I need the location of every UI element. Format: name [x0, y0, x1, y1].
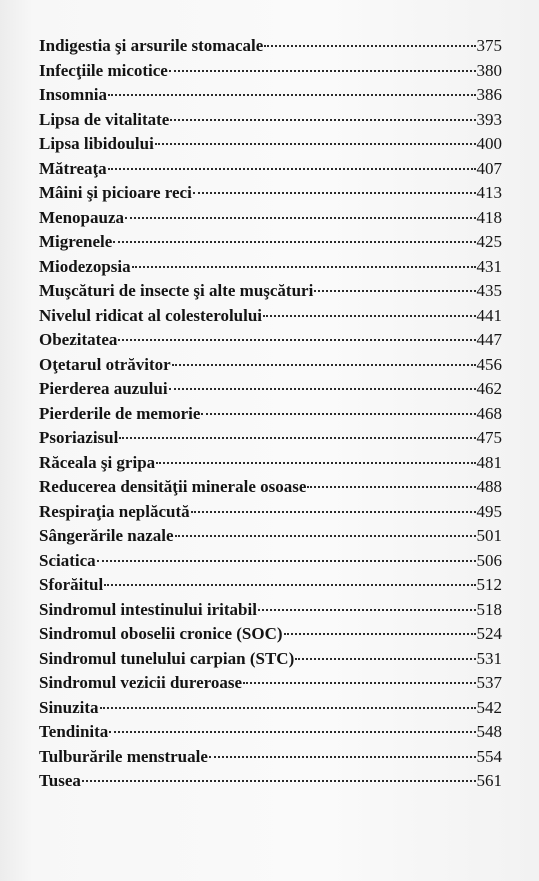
dot-leader — [193, 192, 476, 194]
toc-entry — [39, 426, 502, 451]
dot-leader — [113, 241, 475, 243]
toc-entry-page: 407 — [476, 158, 502, 178]
toc-entry — [39, 108, 502, 133]
dot-leader — [108, 94, 475, 96]
toc-entry-page: 400 — [476, 134, 502, 153]
toc-entry-page: 481 — [476, 452, 502, 472]
toc-entry-page: 418 — [476, 207, 502, 227]
toc-entry — [39, 696, 502, 721]
toc-entry — [39, 353, 502, 378]
toc-entry-page: 475 — [476, 428, 502, 447]
toc-entry-title: Lipsa de vitalitate — [39, 109, 170, 129]
dot-leader — [258, 609, 476, 611]
toc-entry — [39, 304, 502, 329]
toc-entry — [39, 549, 502, 574]
dot-leader — [172, 364, 476, 366]
dot-leader — [307, 486, 475, 488]
toc-entry — [39, 475, 502, 500]
toc-entry-title: Sindromul oboselii cronice (SOC) — [39, 624, 283, 643]
toc-entry — [39, 83, 502, 108]
dot-leader — [119, 437, 475, 439]
toc-entry-page: 386 — [476, 85, 502, 104]
toc-entry — [39, 671, 502, 696]
toc-entry-page: 537 — [476, 673, 502, 692]
dot-leader — [100, 707, 476, 709]
toc-entry-title: Sciatica — [39, 550, 96, 570]
toc-entry-title: Nivelul ridicat al colesterolului — [39, 305, 263, 325]
toc-entry-page: 431 — [476, 256, 502, 276]
dot-leader — [108, 168, 476, 170]
toc-entry-page: 495 — [476, 501, 502, 521]
toc-entry-title: Indigestia şi arsurile stomacale — [39, 36, 264, 55]
toc-entry — [39, 500, 502, 525]
toc-entry-title: Muşcături de insecte şi alte muşcături — [39, 281, 314, 300]
toc-entry-page: 435 — [476, 281, 502, 300]
toc-entry-title: Miodezopsia — [39, 256, 131, 276]
toc-entry-title: Migrenele — [39, 232, 113, 251]
dot-leader — [284, 633, 476, 635]
toc-entry — [39, 524, 502, 549]
toc-entry-title: Răceala şi gripa — [39, 452, 156, 472]
dot-leader — [243, 682, 475, 684]
toc-entry — [39, 598, 502, 623]
dot-leader — [97, 560, 476, 562]
dot-leader — [132, 266, 476, 268]
toc-entry — [39, 279, 502, 304]
toc-entry-title: Tusea — [39, 771, 81, 790]
dot-leader — [191, 511, 476, 513]
dot-leader — [170, 119, 475, 121]
toc-entry-page: 380 — [476, 60, 502, 80]
toc-entry-title: Sindromul tunelului carpian (STC) — [39, 648, 295, 668]
toc-entry — [39, 745, 502, 770]
toc-entry-title: Sforăitul — [39, 575, 104, 594]
toc-entry-title: Pierderile de memorie — [39, 403, 201, 423]
toc-entry-page: 531 — [476, 648, 502, 668]
toc-entry — [39, 451, 502, 476]
toc-entry-title: Pierderea auzului — [39, 379, 168, 398]
toc-entry-page: 561 — [476, 771, 502, 790]
dot-leader — [209, 756, 476, 758]
toc-entry-title: Tendinita — [39, 722, 109, 741]
toc-entry-page: 488 — [476, 477, 502, 496]
dot-leader — [263, 315, 475, 317]
dot-leader — [201, 413, 475, 415]
dot-leader — [169, 388, 476, 390]
table-of-contents — [39, 34, 502, 794]
dot-leader — [169, 70, 476, 72]
dot-leader — [82, 780, 476, 782]
dot-leader — [264, 45, 475, 47]
toc-entry-page: 468 — [476, 403, 502, 423]
toc-entry — [39, 59, 502, 84]
toc-entry — [39, 206, 502, 231]
toc-entry-title: Tulburările menstruale — [39, 746, 208, 766]
toc-entry — [39, 573, 502, 598]
toc-entry-page: 413 — [476, 183, 502, 202]
dot-leader — [295, 658, 475, 660]
toc-entry-title: Psoriazisul — [39, 428, 119, 447]
toc-entry-title: Mătreaţa — [39, 158, 107, 178]
toc-entry-page: 441 — [476, 305, 502, 325]
toc-entry-page: 548 — [476, 722, 502, 741]
toc-entry — [39, 328, 502, 353]
toc-entry-title: Sinuzita — [39, 697, 99, 717]
toc-entry-page: 518 — [476, 599, 502, 619]
toc-entry-title: Obezitatea — [39, 330, 118, 349]
toc-entry-page: 524 — [476, 624, 502, 643]
dot-leader — [118, 339, 475, 341]
toc-entry — [39, 34, 502, 59]
toc-entry — [39, 377, 502, 402]
toc-entry — [39, 769, 502, 794]
toc-entry-page: 501 — [476, 526, 502, 545]
toc-entry-page: 554 — [476, 746, 502, 766]
toc-entry-page: 462 — [476, 379, 502, 398]
toc-entry-page: 393 — [476, 109, 502, 129]
toc-entry — [39, 402, 502, 427]
toc-entry — [39, 230, 502, 255]
dot-leader — [125, 217, 476, 219]
toc-entry-title: Sindromul intestinului iritabil — [39, 599, 257, 619]
toc-entry-title: Infecţiile micotice — [39, 60, 168, 80]
toc-entry-title: Sindromul vezicii dureroase — [39, 673, 243, 692]
toc-entry-page: 375 — [476, 36, 502, 55]
toc-entry-title: Menopauza — [39, 207, 124, 227]
toc-entry — [39, 647, 502, 672]
toc-entry — [39, 132, 502, 157]
toc-entry-title: Lipsa libidoului — [39, 134, 154, 153]
toc-entry-title: Insomnia — [39, 85, 108, 104]
toc-entry-page: 447 — [476, 330, 502, 349]
toc-entry-page: 425 — [476, 232, 502, 251]
dot-leader — [109, 731, 475, 733]
toc-entry — [39, 720, 502, 745]
toc-entry — [39, 255, 502, 280]
toc-entry-title: Sângerările nazale — [39, 526, 174, 545]
toc-entry — [39, 622, 502, 647]
dot-leader — [155, 143, 476, 145]
toc-entry-page: 542 — [476, 697, 502, 717]
dot-leader — [156, 462, 475, 464]
toc-entry-title: Oţetarul otrăvitor — [39, 354, 171, 374]
toc-entry — [39, 181, 502, 206]
dot-leader — [314, 290, 475, 292]
toc-entry-page: 506 — [476, 550, 502, 570]
toc-entry — [39, 157, 502, 182]
toc-entry-title: Mâini şi picioare reci — [39, 183, 192, 202]
toc-entry-page: 456 — [476, 354, 502, 374]
toc-entry-title: Reducerea densităţii minerale osoase — [39, 477, 307, 496]
toc-entry-title: Respiraţia neplăcută — [39, 501, 190, 521]
dot-leader — [175, 535, 476, 537]
toc-entry-page: 512 — [476, 575, 502, 594]
dot-leader — [104, 584, 475, 586]
